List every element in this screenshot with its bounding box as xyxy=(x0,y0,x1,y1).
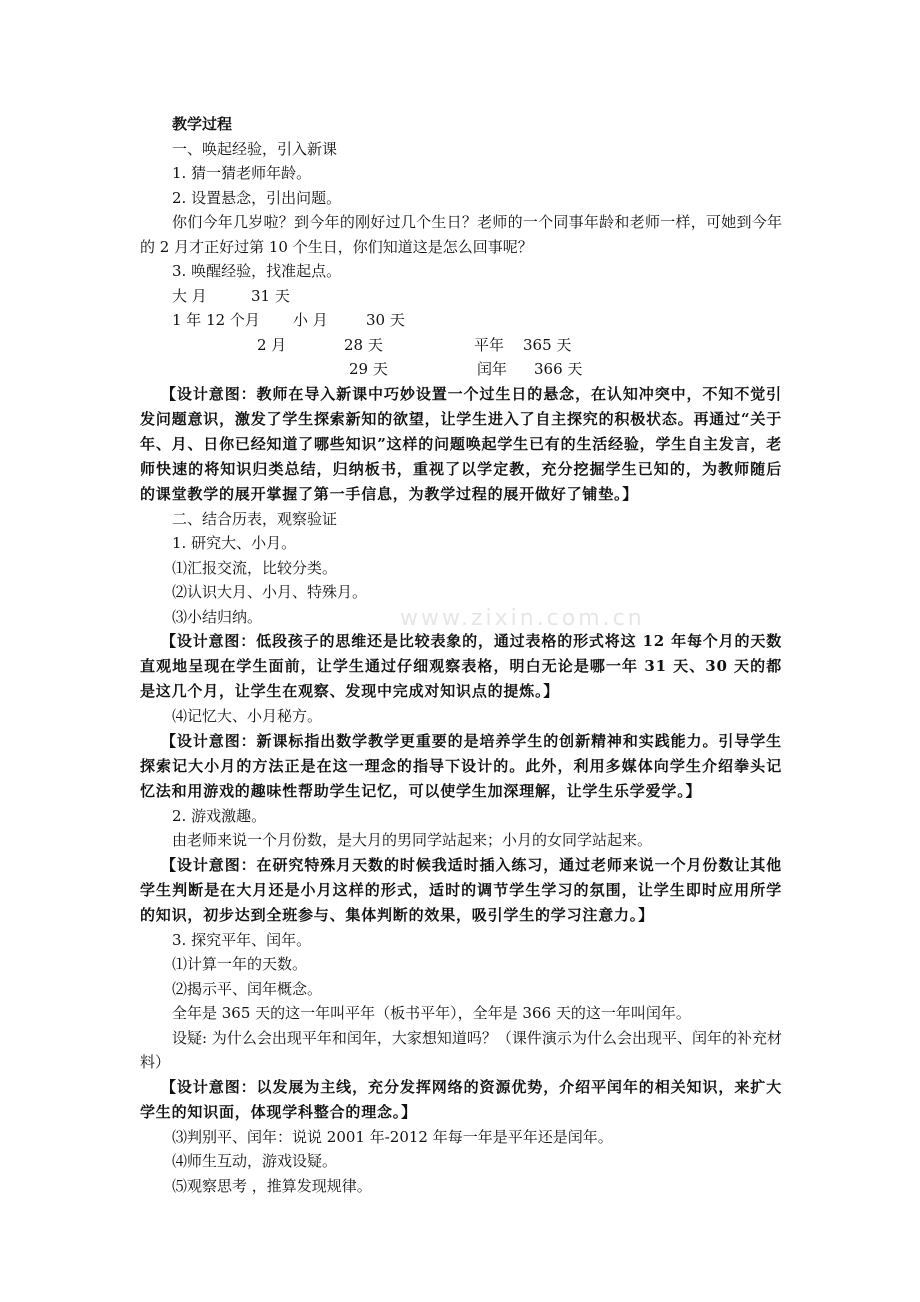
month-table-row2 xyxy=(140,308,782,333)
month-table-row1 xyxy=(140,284,782,309)
section2-sub3: ⑶小结归纳。 xyxy=(172,607,263,626)
section2-sub5: ⑴计算一年的天数。 xyxy=(172,955,308,973)
section2-sub7: ⑶判别平、闰年：说说 2001 年-2012 年每一年是平年还是闰年。 xyxy=(172,1127,613,1146)
doubt-question: 设疑: 为什么会出现平年和闰年，大家想知道吗？（课件演示为什么会出现平、闰年的补充材料） xyxy=(140,1028,782,1071)
section2-item1: 1. 研究大、小月。 xyxy=(172,534,297,552)
section2-heading: 二、结合历表，观察验证 xyxy=(172,509,338,528)
year-concept: 全年是 365 天的这一年叫平年（板书平年），全年是 366 天的这一年叫闰年。 xyxy=(172,1004,691,1022)
section1-item2: 2. 设置悬念，引出问题。 xyxy=(172,188,342,207)
section2-sub9: ⑸观察思考 ，推算发现规律。 xyxy=(172,1176,372,1195)
month-table-row4 xyxy=(140,357,782,382)
section1-heading: 一、唤起经验，引入新课 xyxy=(172,139,338,158)
leap-year-days: 366 天 xyxy=(534,360,583,378)
feb-29-days: 29 天 xyxy=(349,360,388,378)
month-table xyxy=(140,284,782,382)
design-intent-3: 【设计意图：新课标指出数学教学更重要的是培养学生的创新精神和实践能力。引导学生探索记大小月的方法正是在这一理念的指导下设计的。此外，利用多媒体向学生介绍拳头记忆法和用游戏的趣味性帮助学生记忆，可以使学生加深理解，让学生乐学爱学。】 xyxy=(140,731,782,800)
section2-item3: 3. 探究平年、闰年。 xyxy=(172,930,312,949)
section1-item1: 1. 猜一猜老师年龄。 xyxy=(172,164,312,182)
game-description: 由老师来说一个月份数，是大月的男同学站起来；小月的女同学站起来。 xyxy=(172,831,653,849)
big-month-label: 大 月 xyxy=(172,286,207,305)
design-intent-4: 【设计意图：在研究特殊月天数的时候我适时插入练习，通过老师来说一个月份数让其他学生判断是在大月还是小月这样的形式，适时的调节学生学习的氛围，让学生即时应用所学的知识，初步达到全班参与、集体判断的效果，吸引学生的学习注意力。】 xyxy=(140,855,782,924)
design-intent-2: 【设计意图：低段孩子的思维还是比较表象的，通过表格的形式将这 12 年每个月的天数直观地呈现在学生面前，让学生通过仔细观察表格，明白无论是哪一年 31 天、30 天的都是这几个月，让学生在观察、发现中完成对知识点的提炼。】 xyxy=(140,632,782,700)
section1-paragraph: 你们今年几岁啦？到今年的刚好过几个生日？老师的一个同事年龄和老师一样，可她到今年的 2 月才正好过第 10 个生日，你们知道这是怎么回事呢？ xyxy=(140,213,782,256)
section2-sub2: ⑵认识大月、小月、特殊月。 xyxy=(172,583,368,601)
small-month-days: 30 天 xyxy=(366,311,405,329)
feb-label: 2 月 xyxy=(257,335,287,354)
section2-item2: 2. 游戏激趣。 xyxy=(172,806,267,825)
small-month-label: 小 月 xyxy=(293,311,328,329)
leap-year-label: 闰年 xyxy=(477,360,508,378)
page-title: 教学过程 xyxy=(172,115,233,133)
common-year-days: 365 天 xyxy=(523,335,572,354)
section2-sub1: ⑴汇报交流，比较分类。 xyxy=(172,558,338,577)
watermark: www.zixin.com.cn xyxy=(400,606,645,631)
design-intent-5: 【设计意图：以发展为主线，充分发挥网络的资源优势，介绍平闰年的相关知识，来扩大学生的知识面，体现学科整合的理念。】 xyxy=(140,1077,782,1121)
section1-item3: 3. 唤醒经验，找准起点。 xyxy=(172,262,342,280)
design-intent-1: 【设计意图：教师在导入新课中巧妙设置一个过生日的悬念，在认知冲突中，不知不觉引发问题意识，激发了学生探索新知的欲望，让学生进入了自主探究的积极状态。再通过“关于年、月、日你已经知道了哪些知识”这样的问题唤起学生已有的生活经验，学生自主发言，老师快速的将知识归类总结，归纳板书，重视了以学定教，充分挖掘学生已知的，为教师随后的课堂教学的展开掌握了第一手信息，为教学过程的展开做好了铺垫。】 xyxy=(140,384,782,503)
big-month-days: 31 天 xyxy=(251,286,290,305)
feb-28-days: 28 天 xyxy=(344,335,383,354)
section2-sub4: ⑷记忆大、小月秘方。 xyxy=(172,707,323,725)
section2-sub8: ⑷师生互动，游戏设疑。 xyxy=(172,1152,338,1170)
document-body xyxy=(140,112,782,1198)
month-table-row3 xyxy=(140,333,782,358)
common-year-label: 平年 xyxy=(474,335,505,354)
section2-sub6: ⑵揭示平、闰年概念。 xyxy=(172,979,323,998)
year-months-label: 1 年 12 个月 xyxy=(172,311,260,329)
